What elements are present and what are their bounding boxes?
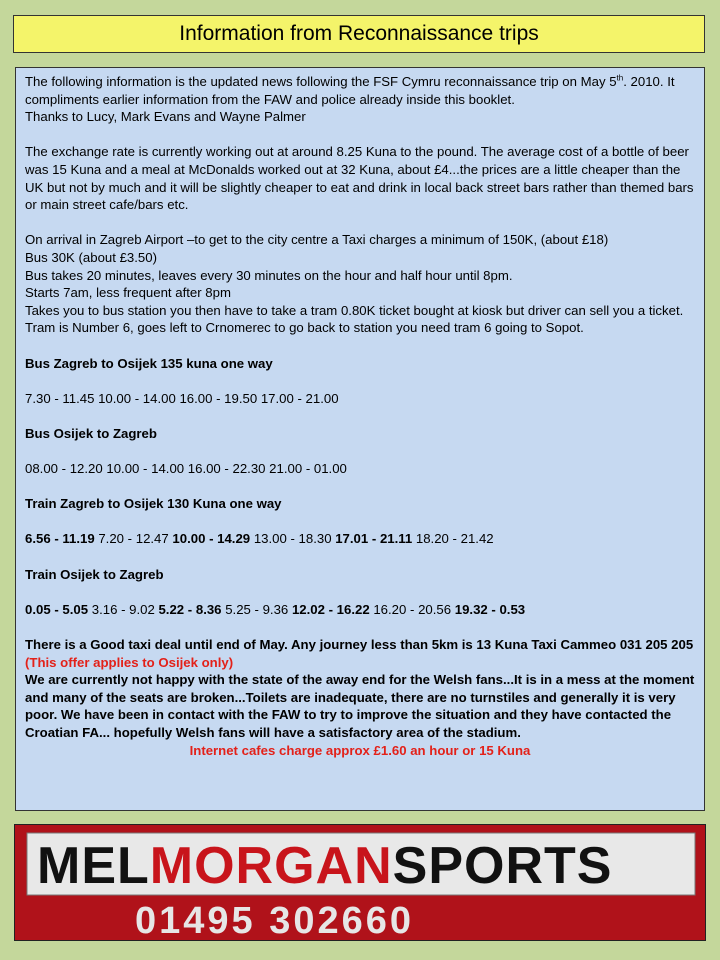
arrival-line: Bus 30K (about £3.50) [25, 249, 157, 265]
info-panel [15, 67, 705, 811]
time-slot: 5.22 - 8.36 [158, 601, 222, 617]
advert-phone: 01495 302660 [135, 900, 415, 940]
train-zagreb-osijek-heading: Train Zagreb to Osijek 130 Kuna one way [25, 496, 282, 512]
intro-text-cont: . 2010. It compliments earlier information from the FAW and police already inside this booklet. [25, 74, 675, 107]
arrival-line: Starts 7am, less frequent after 8pm [25, 285, 231, 301]
away-end-paragraph: We are currently not happy with the state of the away end for the Welsh fans...It is in a mess at the moment and many of the seats are broken...Toilets are inadequate, there are no turnstiles and generally it is very poor. We have been in contact with the FAW to try to improve the situation and they have contacted the Croatian FA... hopefully Welsh fans will have a satisfactory area of the stadium. [25, 672, 695, 740]
time-slot: 13.00 - 18.30 [253, 531, 332, 547]
arrival-line: Takes you to bus station you then have to take a tram 0.80K ticket bought at kiosk but driver can sell you a ticket. Tram is Number 6, goes left to Crnomerec to go back to station you need tram 6 going to Sopot. [25, 302, 684, 336]
brand-sports: SPORTS [392, 837, 613, 895]
page-title-banner [13, 15, 705, 53]
train-osijek-zagreb-times [25, 601, 695, 619]
internet-cafe-note: Internet cafes charge approx £1.60 an hour or 15 Kuna [189, 742, 531, 758]
bus-zagreb-osijek-heading: Bus Zagreb to Osijek 135 kuna one way [25, 355, 273, 371]
exchange-rate-paragraph: The exchange rate is currently working out at around 8.25 Kuna to the pound. The average cost of a bottle of beer was 15 Kuna and a meal at McDonalds worked out at 32 Kuna, about £4...the prices are a little cheaper than the UK but not by much and it will be slightly cheaper to eat and drink in local back street bars rather than themed bars or main street cafe/bars etc. [25, 144, 694, 213]
time-slot: 3.16 - 9.02 [91, 601, 155, 617]
arrival-line: Bus takes 20 minutes, leaves every 30 minutes on the hour and half hour until 8pm. [25, 267, 513, 283]
time-slot: 10.00 - 14.29 [172, 531, 251, 547]
bus-osijek-zagreb-heading: Bus Osijek to Zagreb [25, 425, 157, 441]
train-zagreb-osijek-times [25, 530, 695, 548]
taxi-deal-note: (This offer applies to Osijek only) [25, 654, 234, 670]
time-slot: 7.20 - 12.47 [98, 531, 169, 547]
time-slot: 0.05 - 5.05 [25, 601, 89, 617]
time-slot: 17.01 - 21.11 [335, 531, 413, 547]
intro-superscript: th [616, 73, 624, 83]
intro-text: The following information is the updated news following the FSF Cymru reconnaissance trip on May 5 [25, 74, 617, 89]
time-slot: 12.02 - 16.22 [291, 601, 370, 617]
bus-osijek-zagreb-times: 08.00 - 12.20 10.00 - 14.00 16.00 - 22.30 21.00 - 01.00 [25, 461, 347, 477]
arrival-line: On arrival in Zagreb Airport –to get to the city centre a Taxi charges a minimum of 150K, (about £18) [25, 232, 609, 248]
time-slot: 5.25 - 9.36 [225, 601, 289, 617]
brand-mel: MEL [37, 837, 150, 895]
taxi-deal-paragraph [25, 636, 695, 671]
taxi-deal-text: There is a Good taxi deal until end of May. Any journey less than 5km is 13 Kuna Taxi Cammeo 031 205 205 [25, 637, 694, 652]
time-slot: 19.32 - 0.53 [454, 601, 526, 617]
time-slot: 16.20 - 20.56 [373, 601, 452, 617]
mel-morgan-sports-advert [14, 824, 706, 941]
thanks-line: Thanks to Lucy, Mark Evans and Wayne Palmer [25, 109, 306, 125]
brand-morgan: MORGAN [149, 837, 393, 895]
intro-paragraph [25, 73, 695, 108]
svg-text:MELMORGANSPORTS [37, 837, 612, 895]
bus-zagreb-osijek-times: 7.30 - 11.45 10.00 - 14.00 16.00 - 19.50 17.00 - 21.00 [25, 390, 339, 406]
train-osijek-zagreb-heading: Train Osijek to Zagreb [25, 566, 164, 582]
advert-graphic [15, 825, 705, 940]
page-title: Information from Reconnaissance trips [179, 22, 539, 45]
time-slot: 6.56 - 11.19 [25, 531, 95, 547]
time-slot: 18.20 - 21.42 [415, 531, 494, 547]
